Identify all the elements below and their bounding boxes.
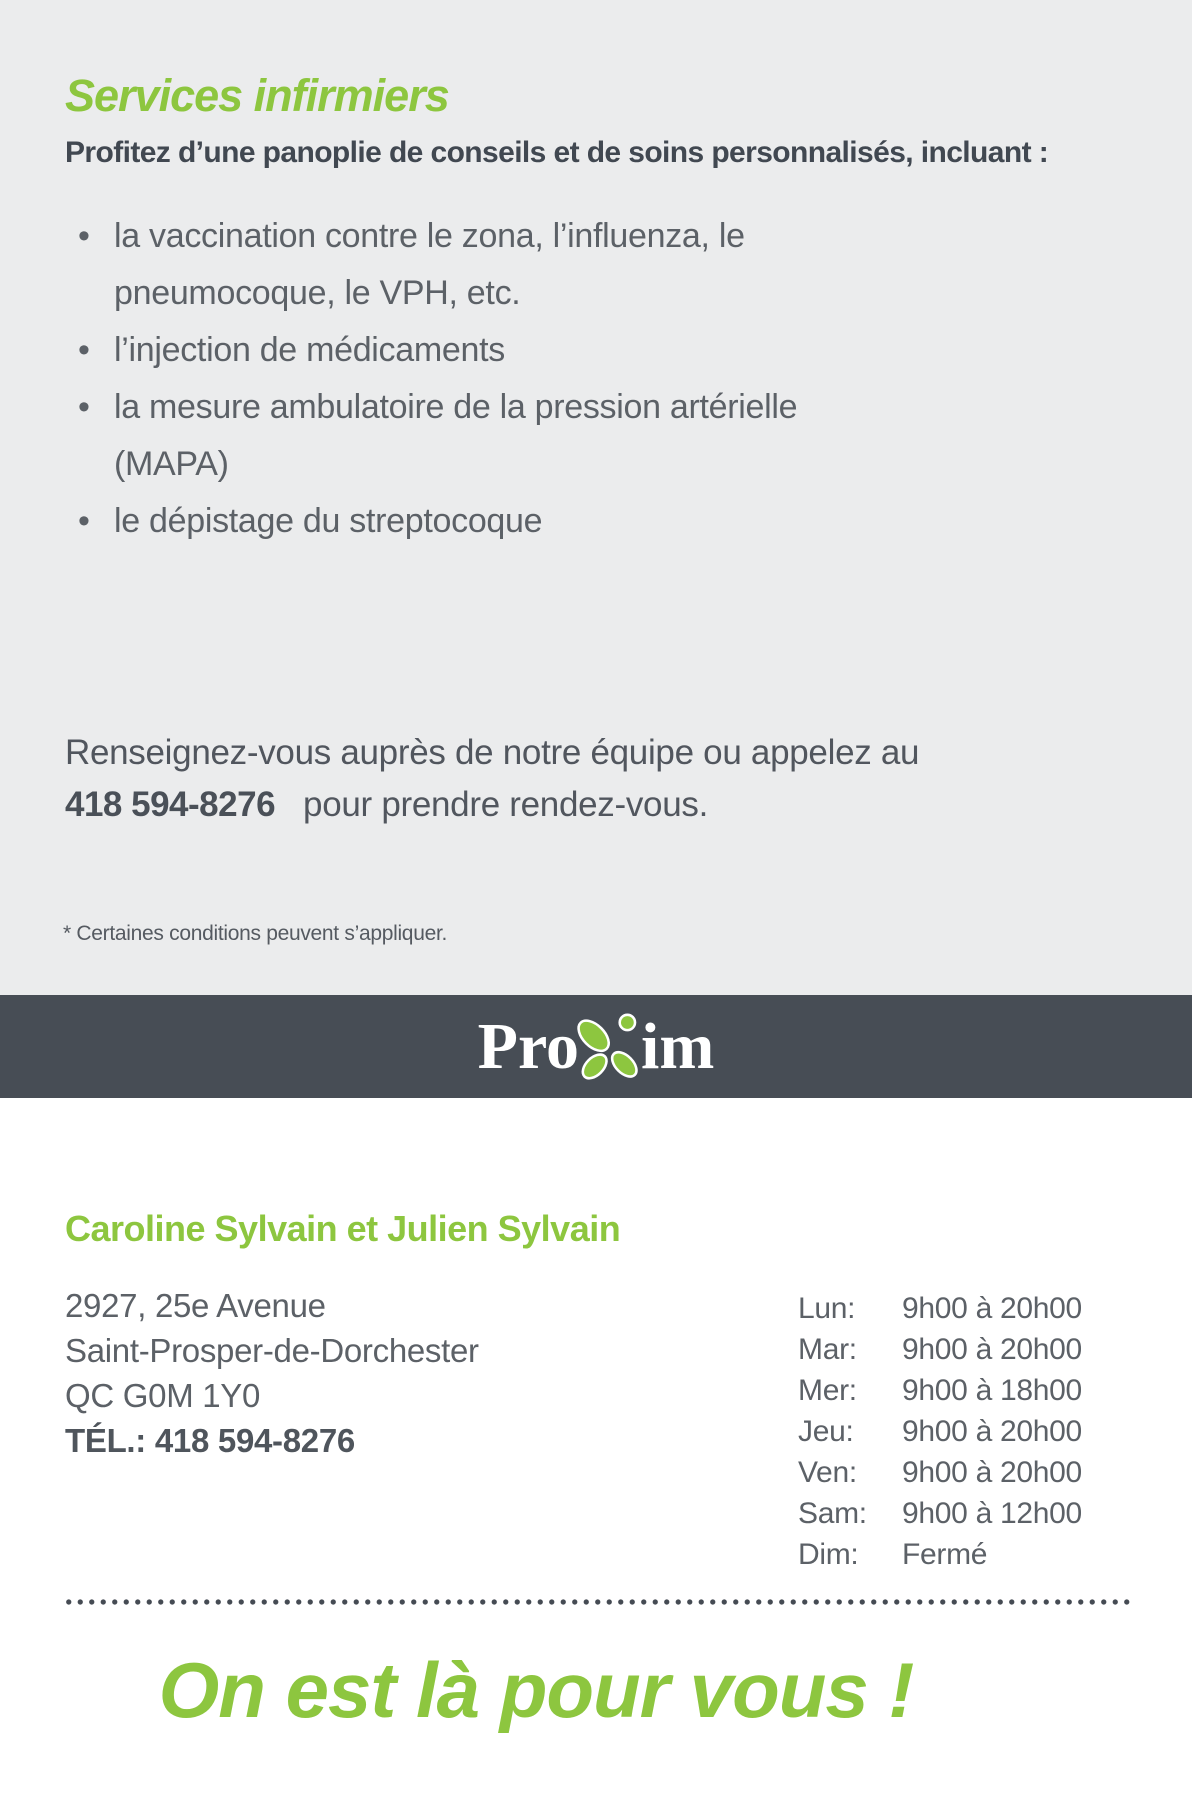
logo-text-pro: Pro (477, 1009, 580, 1083)
address-postal: QC G0M 1Y0 (65, 1377, 261, 1414)
hours-time: 9h00 à 12h00 (902, 1497, 1082, 1530)
hours-row (798, 1329, 1082, 1370)
address-street: 2927, 25e Avenue (65, 1287, 326, 1324)
phone-number: 418 594-8276 (154, 1422, 355, 1459)
hours-row (798, 1452, 1082, 1493)
hours-time: 9h00 à 20h00 (902, 1292, 1082, 1325)
logo-band (0, 995, 1192, 1098)
hours-day: Mer: (798, 1374, 857, 1407)
conditions-footnote: * Certaines conditions peuvent s’appliquer. (63, 922, 448, 945)
hours-row (798, 1493, 1082, 1534)
proxim-leaf-x-icon (574, 1001, 646, 1093)
phone-label: TÉL.: (65, 1422, 146, 1459)
logo-text-im: im (641, 1009, 715, 1083)
phone-line (65, 1422, 355, 1459)
contact-line2: pour prendre rendez-vous. (303, 785, 709, 824)
hours-row (798, 1370, 1082, 1411)
hours-row (798, 1534, 1082, 1575)
hours-day: Ven: (798, 1456, 857, 1489)
owners-names: Caroline Sylvain et Julien Sylvain (65, 1208, 621, 1249)
hours-day: Sam: (798, 1497, 867, 1530)
list-item: • la vaccination contre le zona, l’influenza, le pneumocoque, le VPH, etc. (78, 208, 804, 322)
store-address (65, 1283, 479, 1463)
address-city: Saint-Prosper-de-Dorchester (65, 1332, 479, 1369)
hours-day: Dim: (798, 1538, 859, 1571)
page-title: Services infirmiers (65, 70, 449, 121)
hours-day: Lun: (798, 1292, 856, 1325)
hours-day: Mar: (798, 1333, 857, 1366)
opening-hours (798, 1288, 1082, 1575)
services-bullet-list (78, 208, 804, 550)
hours-time: 9h00 à 20h00 (902, 1415, 1082, 1448)
contact-phone-number: 418 594-8276 (65, 785, 276, 824)
contact-instructions (65, 727, 919, 831)
tagline: On est là pour vous ! (158, 1646, 914, 1734)
hours-time: 9h00 à 20h00 (902, 1333, 1082, 1366)
list-item: • l’injection de médicaments (78, 322, 804, 379)
intro-text: Profitez d’une panoplie de conseils et de soins personnalisés, incluant : (65, 136, 1049, 169)
hours-time: 9h00 à 18h00 (902, 1374, 1082, 1407)
list-item: • la mesure ambulatoire de la pression artérielle (MAPA) (78, 379, 804, 493)
list-item: • le dépistage du streptocoque (78, 493, 804, 550)
dotted-divider (63, 1598, 1131, 1606)
contact-line1: Renseignez-vous auprès de notre équipe ou appelez au (65, 733, 920, 772)
hours-time: Fermé (902, 1538, 988, 1571)
hours-time: 9h00 à 20h00 (902, 1456, 1082, 1489)
hours-day: Jeu: (798, 1415, 854, 1448)
hours-row (798, 1411, 1082, 1452)
proxim-logo (478, 1001, 715, 1093)
hours-row (798, 1288, 1082, 1329)
